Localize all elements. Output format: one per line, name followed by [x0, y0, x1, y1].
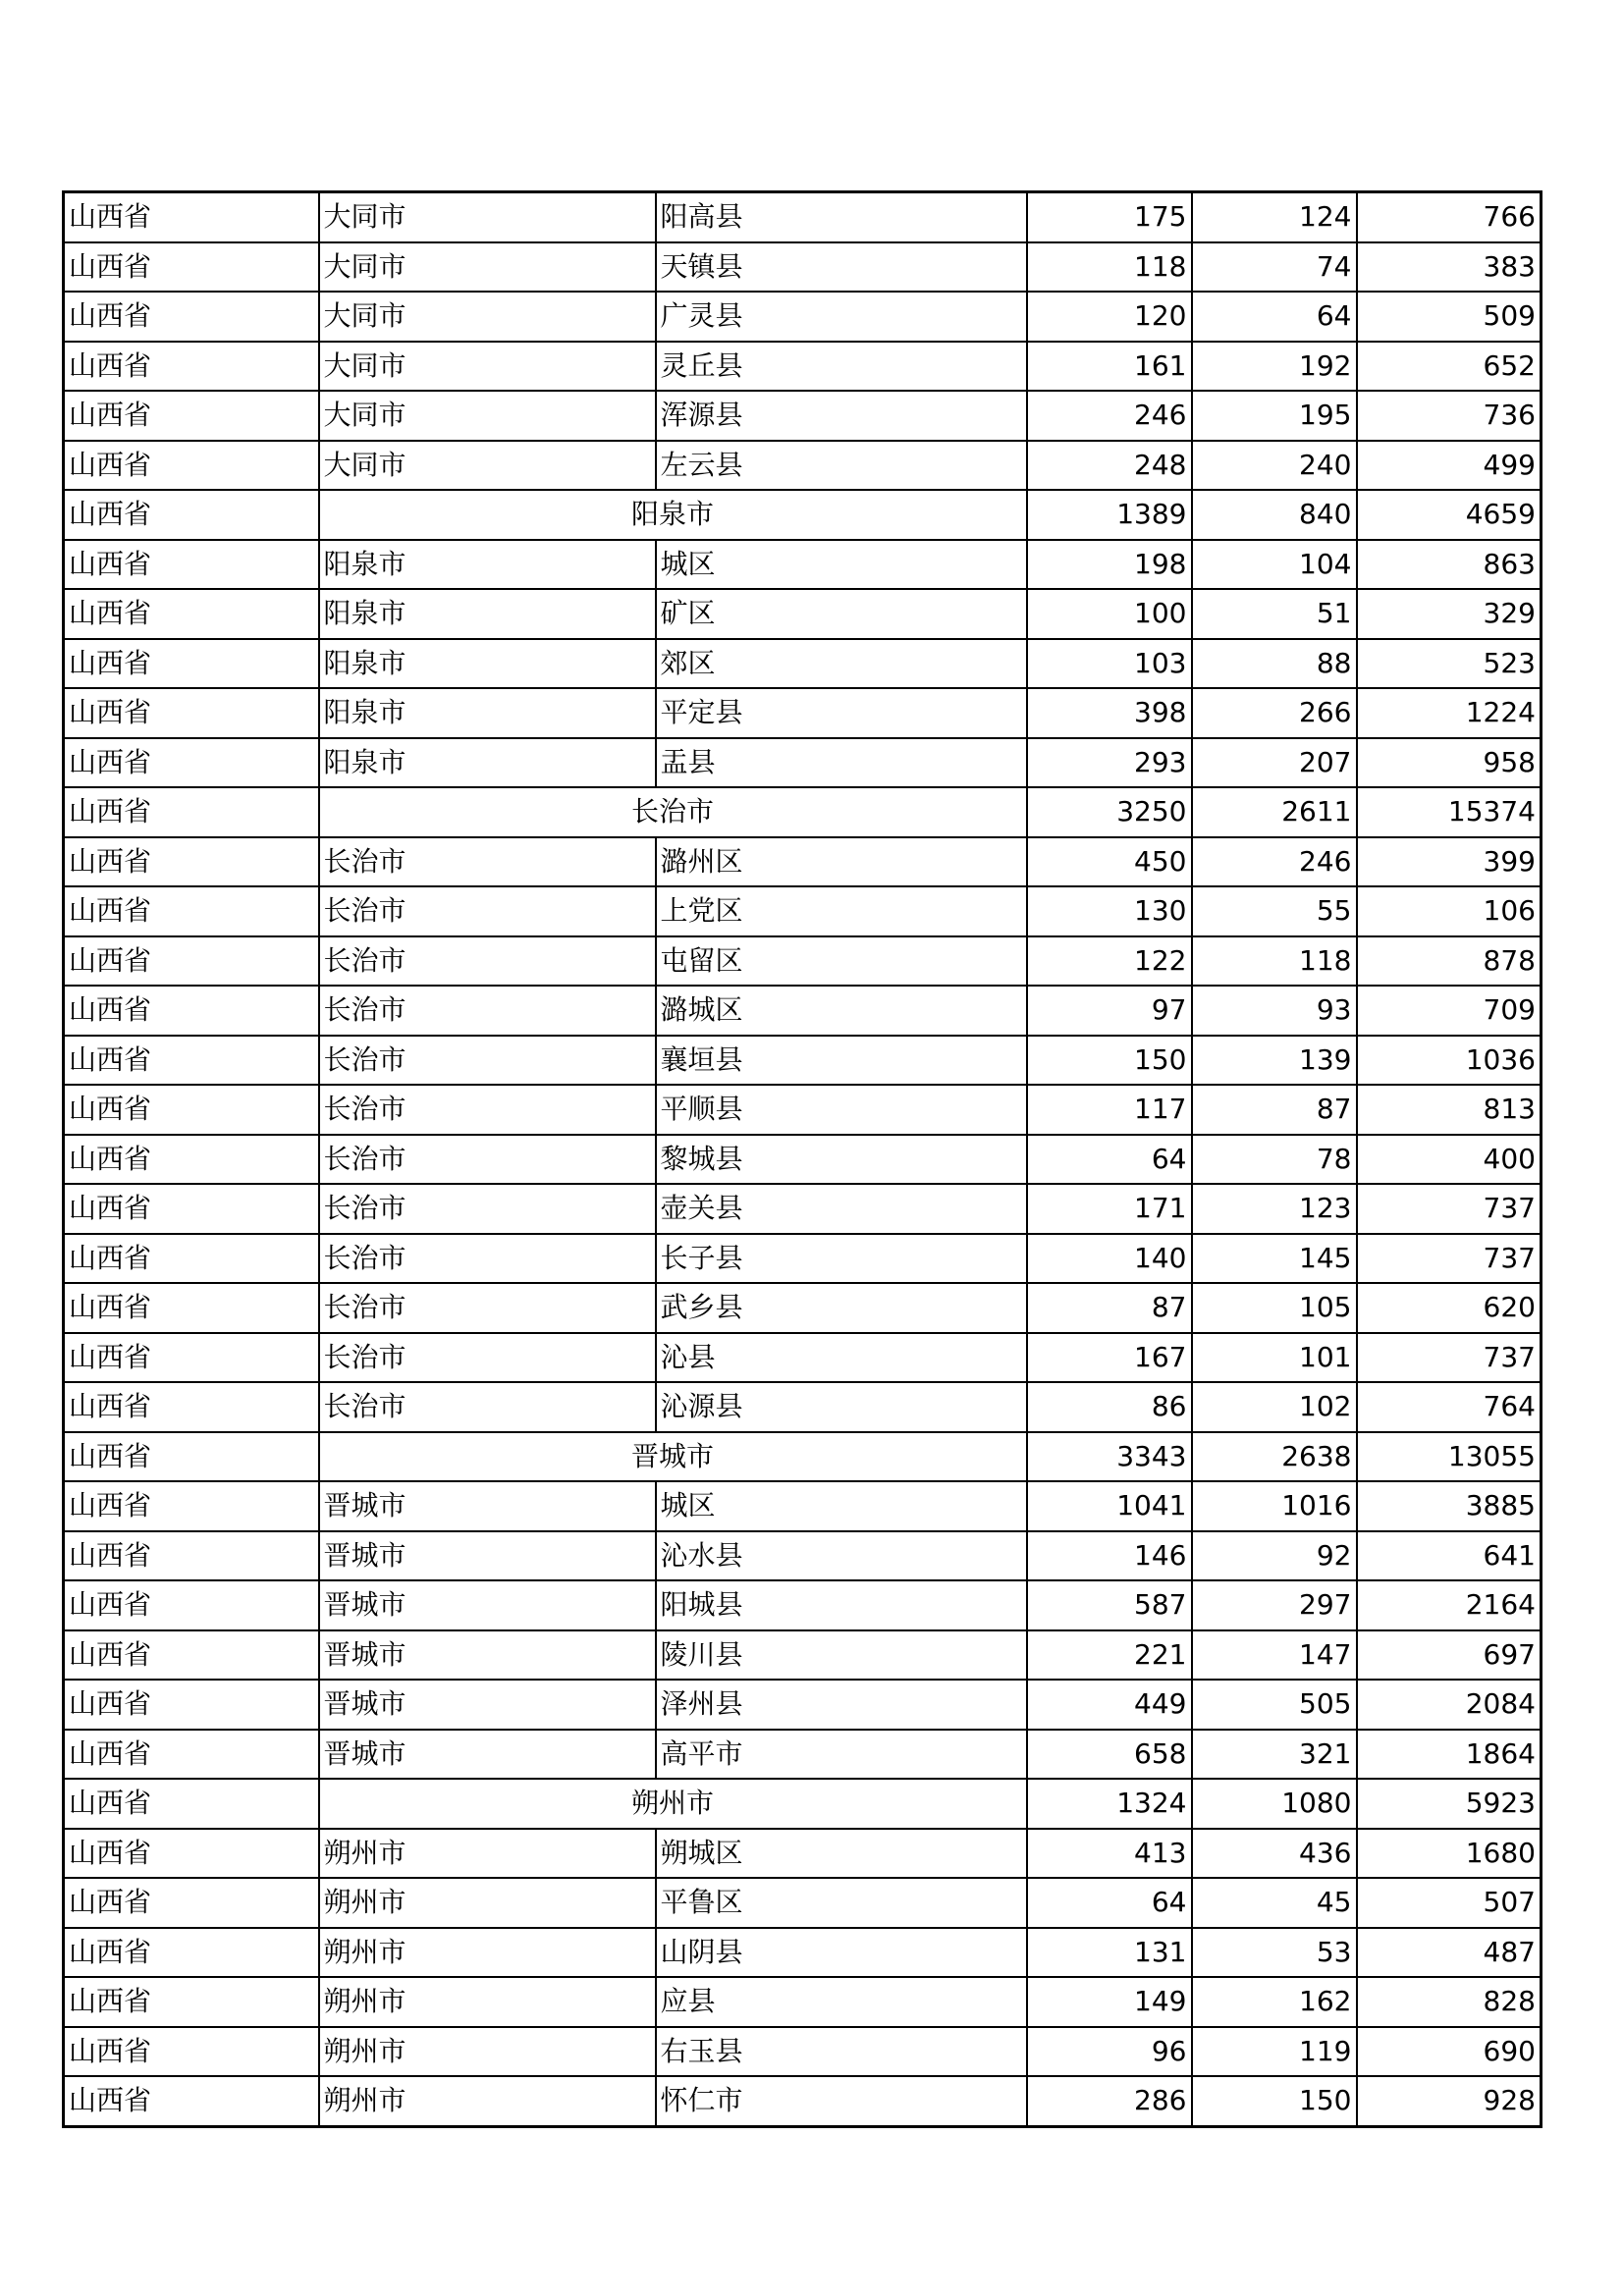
province-cell: 山西省 — [64, 886, 319, 936]
value-3-cell: 737 — [1357, 1234, 1542, 1284]
value-2-cell: 118 — [1192, 936, 1357, 987]
province-cell: 山西省 — [64, 1878, 319, 1928]
value-2-cell: 51 — [1192, 589, 1357, 639]
city-cell: 长治市 — [319, 1184, 656, 1234]
value-2-cell: 93 — [1192, 986, 1357, 1036]
province-cell: 山西省 — [64, 1580, 319, 1630]
value-3-cell: 400 — [1357, 1135, 1542, 1185]
city-cell: 晋城市 — [319, 1630, 656, 1681]
value-1-cell: 167 — [1027, 1333, 1192, 1383]
value-2-cell: 92 — [1192, 1531, 1357, 1581]
value-1-cell: 175 — [1027, 192, 1192, 242]
table-row — [64, 1928, 1542, 1978]
value-3-cell: 13055 — [1357, 1432, 1542, 1482]
city-cell: 大同市 — [319, 391, 656, 441]
city-cell: 长治市 — [319, 1085, 656, 1135]
county-cell: 城区 — [656, 540, 1027, 590]
value-2-cell: 195 — [1192, 391, 1357, 441]
value-3-cell: 641 — [1357, 1531, 1542, 1581]
county-cell: 平鲁区 — [656, 1878, 1027, 1928]
value-1-cell: 658 — [1027, 1730, 1192, 1780]
table-body — [64, 192, 1542, 2127]
table-row — [64, 837, 1542, 887]
province-cell: 山西省 — [64, 986, 319, 1036]
city-cell: 长治市 — [319, 1234, 656, 1284]
value-3-cell: 697 — [1357, 1630, 1542, 1681]
value-2-cell: 162 — [1192, 1977, 1357, 2027]
value-2-cell: 55 — [1192, 886, 1357, 936]
value-1-cell: 171 — [1027, 1184, 1192, 1234]
county-cell: 平定县 — [656, 688, 1027, 738]
value-1-cell: 198 — [1027, 540, 1192, 590]
value-2-cell: 505 — [1192, 1680, 1357, 1730]
value-2-cell: 64 — [1192, 292, 1357, 342]
value-3-cell: 690 — [1357, 2027, 1542, 2077]
value-3-cell: 764 — [1357, 1382, 1542, 1432]
value-3-cell: 2164 — [1357, 1580, 1542, 1630]
province-cell: 山西省 — [64, 1481, 319, 1531]
county-cell: 上党区 — [656, 886, 1027, 936]
table-row — [64, 1382, 1542, 1432]
value-2-cell: 87 — [1192, 1085, 1357, 1135]
city-cell: 大同市 — [319, 192, 656, 242]
value-1-cell: 221 — [1027, 1630, 1192, 1681]
value-3-cell: 2084 — [1357, 1680, 1542, 1730]
table-row — [64, 2076, 1542, 2126]
value-1-cell: 64 — [1027, 1878, 1192, 1928]
city-total-row — [64, 787, 1542, 837]
value-2-cell: 124 — [1192, 192, 1357, 242]
county-cell: 屯留区 — [656, 936, 1027, 987]
county-cell: 平顺县 — [656, 1085, 1027, 1135]
province-cell: 山西省 — [64, 1036, 319, 1086]
county-cell: 沁源县 — [656, 1382, 1027, 1432]
value-1-cell: 97 — [1027, 986, 1192, 1036]
value-2-cell: 105 — [1192, 1283, 1357, 1333]
county-cell: 浑源县 — [656, 391, 1027, 441]
value-1-cell: 86 — [1027, 1382, 1192, 1432]
value-1-cell: 146 — [1027, 1531, 1192, 1581]
table-row — [64, 1730, 1542, 1780]
table-row — [64, 1085, 1542, 1135]
value-2-cell: 139 — [1192, 1036, 1357, 1086]
city-total-cell: 晋城市 — [319, 1432, 1027, 1482]
value-2-cell: 2611 — [1192, 787, 1357, 837]
city-cell: 长治市 — [319, 1135, 656, 1185]
province-cell: 山西省 — [64, 787, 319, 837]
value-2-cell: 45 — [1192, 1878, 1357, 1928]
county-cell: 阳高县 — [656, 192, 1027, 242]
value-2-cell: 266 — [1192, 688, 1357, 738]
city-cell: 朔州市 — [319, 1928, 656, 1978]
county-cell: 左云县 — [656, 441, 1027, 491]
county-cell: 右玉县 — [656, 2027, 1027, 2077]
county-cell: 壶关县 — [656, 1184, 1027, 1234]
value-1-cell: 1389 — [1027, 490, 1192, 540]
province-cell: 山西省 — [64, 936, 319, 987]
table-row — [64, 1283, 1542, 1333]
table-row — [64, 1829, 1542, 1879]
table-row — [64, 986, 1542, 1036]
value-3-cell: 928 — [1357, 2076, 1542, 2126]
province-cell: 山西省 — [64, 1829, 319, 1879]
value-3-cell: 652 — [1357, 342, 1542, 392]
city-cell: 长治市 — [319, 1036, 656, 1086]
value-1-cell: 161 — [1027, 342, 1192, 392]
value-1-cell: 450 — [1027, 837, 1192, 887]
province-cell: 山西省 — [64, 2027, 319, 2077]
table-row — [64, 936, 1542, 987]
table-row — [64, 1977, 1542, 2027]
value-3-cell: 828 — [1357, 1977, 1542, 2027]
table-row — [64, 1630, 1542, 1681]
city-cell: 朔州市 — [319, 2027, 656, 2077]
value-1-cell: 120 — [1027, 292, 1192, 342]
county-cell: 长子县 — [656, 1234, 1027, 1284]
table-row — [64, 2027, 1542, 2077]
value-3-cell: 15374 — [1357, 787, 1542, 837]
city-cell: 朔州市 — [319, 2076, 656, 2126]
value-1-cell: 3250 — [1027, 787, 1192, 837]
table-row — [64, 391, 1542, 441]
value-3-cell: 709 — [1357, 986, 1542, 1036]
province-cell: 山西省 — [64, 1680, 319, 1730]
value-3-cell: 736 — [1357, 391, 1542, 441]
city-total-cell: 长治市 — [319, 787, 1027, 837]
county-cell: 盂县 — [656, 738, 1027, 788]
value-3-cell: 509 — [1357, 292, 1542, 342]
value-2-cell: 123 — [1192, 1184, 1357, 1234]
city-cell: 长治市 — [319, 1382, 656, 1432]
city-cell: 长治市 — [319, 986, 656, 1036]
province-cell: 山西省 — [64, 688, 319, 738]
data-table — [62, 190, 1542, 2128]
city-cell: 阳泉市 — [319, 639, 656, 689]
value-2-cell: 436 — [1192, 1829, 1357, 1879]
value-2-cell: 104 — [1192, 540, 1357, 590]
table-row — [64, 1878, 1542, 1928]
value-2-cell: 101 — [1192, 1333, 1357, 1383]
value-3-cell: 507 — [1357, 1878, 1542, 1928]
province-cell: 山西省 — [64, 192, 319, 242]
city-total-row — [64, 1779, 1542, 1829]
table-row — [64, 242, 1542, 293]
value-1-cell: 149 — [1027, 1977, 1192, 2027]
province-cell: 山西省 — [64, 342, 319, 392]
city-cell: 大同市 — [319, 242, 656, 293]
value-1-cell: 1324 — [1027, 1779, 1192, 1829]
city-total-row — [64, 1432, 1542, 1482]
value-3-cell: 1036 — [1357, 1036, 1542, 1086]
city-cell: 阳泉市 — [319, 589, 656, 639]
county-cell: 武乡县 — [656, 1283, 1027, 1333]
county-cell: 黎城县 — [656, 1135, 1027, 1185]
value-2-cell: 119 — [1192, 2027, 1357, 2077]
value-1-cell: 118 — [1027, 242, 1192, 293]
table-row — [64, 1135, 1542, 1185]
table-row — [64, 540, 1542, 590]
value-3-cell: 329 — [1357, 589, 1542, 639]
county-cell: 朔城区 — [656, 1829, 1027, 1879]
value-1-cell: 130 — [1027, 886, 1192, 936]
county-cell: 怀仁市 — [656, 2076, 1027, 2126]
county-cell: 沁县 — [656, 1333, 1027, 1383]
value-3-cell: 620 — [1357, 1283, 1542, 1333]
value-3-cell: 399 — [1357, 837, 1542, 887]
table-row — [64, 1481, 1542, 1531]
province-cell: 山西省 — [64, 1977, 319, 2027]
value-2-cell: 145 — [1192, 1234, 1357, 1284]
city-cell: 长治市 — [319, 936, 656, 987]
table-row — [64, 342, 1542, 392]
value-1-cell: 150 — [1027, 1036, 1192, 1086]
county-cell: 陵川县 — [656, 1630, 1027, 1681]
table-row — [64, 738, 1542, 788]
province-cell: 山西省 — [64, 1283, 319, 1333]
province-cell: 山西省 — [64, 292, 319, 342]
county-cell: 郊区 — [656, 639, 1027, 689]
value-1-cell: 246 — [1027, 391, 1192, 441]
county-cell: 山阴县 — [656, 1928, 1027, 1978]
value-1-cell: 293 — [1027, 738, 1192, 788]
value-2-cell: 246 — [1192, 837, 1357, 887]
value-1-cell: 1041 — [1027, 1481, 1192, 1531]
city-cell: 大同市 — [319, 342, 656, 392]
table-row — [64, 1680, 1542, 1730]
value-3-cell: 5923 — [1357, 1779, 1542, 1829]
table-row — [64, 688, 1542, 738]
value-3-cell: 383 — [1357, 242, 1542, 293]
city-cell: 大同市 — [319, 441, 656, 491]
value-3-cell: 878 — [1357, 936, 1542, 987]
value-3-cell: 523 — [1357, 639, 1542, 689]
value-1-cell: 103 — [1027, 639, 1192, 689]
value-1-cell: 449 — [1027, 1680, 1192, 1730]
value-3-cell: 1864 — [1357, 1730, 1542, 1780]
value-1-cell: 140 — [1027, 1234, 1192, 1284]
county-cell: 潞城区 — [656, 986, 1027, 1036]
value-1-cell: 100 — [1027, 589, 1192, 639]
value-3-cell: 487 — [1357, 1928, 1542, 1978]
value-1-cell: 131 — [1027, 1928, 1192, 1978]
province-cell: 山西省 — [64, 1085, 319, 1135]
province-cell: 山西省 — [64, 1531, 319, 1581]
city-cell: 晋城市 — [319, 1680, 656, 1730]
county-cell: 应县 — [656, 1977, 1027, 2027]
value-2-cell: 321 — [1192, 1730, 1357, 1780]
city-total-row — [64, 490, 1542, 540]
county-cell: 矿区 — [656, 589, 1027, 639]
province-cell: 山西省 — [64, 1779, 319, 1829]
table-row — [64, 1580, 1542, 1630]
value-1-cell: 122 — [1027, 936, 1192, 987]
province-cell: 山西省 — [64, 1730, 319, 1780]
value-1-cell: 3343 — [1027, 1432, 1192, 1482]
value-1-cell: 64 — [1027, 1135, 1192, 1185]
province-cell: 山西省 — [64, 639, 319, 689]
city-cell: 朔州市 — [319, 1829, 656, 1879]
table-row — [64, 886, 1542, 936]
province-cell: 山西省 — [64, 1382, 319, 1432]
value-1-cell: 286 — [1027, 2076, 1192, 2126]
county-cell: 高平市 — [656, 1730, 1027, 1780]
value-2-cell: 150 — [1192, 2076, 1357, 2126]
province-cell: 山西省 — [64, 1333, 319, 1383]
county-cell: 沁水县 — [656, 1531, 1027, 1581]
city-cell: 晋城市 — [319, 1531, 656, 1581]
value-2-cell: 147 — [1192, 1630, 1357, 1681]
value-1-cell: 87 — [1027, 1283, 1192, 1333]
county-cell: 天镇县 — [656, 242, 1027, 293]
value-3-cell: 958 — [1357, 738, 1542, 788]
value-2-cell: 840 — [1192, 490, 1357, 540]
value-3-cell: 737 — [1357, 1184, 1542, 1234]
value-2-cell: 102 — [1192, 1382, 1357, 1432]
value-3-cell: 863 — [1357, 540, 1542, 590]
city-cell: 朔州市 — [319, 1977, 656, 2027]
county-cell: 灵丘县 — [656, 342, 1027, 392]
value-1-cell: 398 — [1027, 688, 1192, 738]
county-cell: 襄垣县 — [656, 1036, 1027, 1086]
city-cell: 长治市 — [319, 837, 656, 887]
table-row — [64, 589, 1542, 639]
value-2-cell: 1080 — [1192, 1779, 1357, 1829]
value-1-cell: 117 — [1027, 1085, 1192, 1135]
table-row — [64, 1184, 1542, 1234]
value-2-cell: 240 — [1192, 441, 1357, 491]
value-3-cell: 499 — [1357, 441, 1542, 491]
city-cell: 阳泉市 — [319, 540, 656, 590]
county-cell: 泽州县 — [656, 1680, 1027, 1730]
county-cell: 阳城县 — [656, 1580, 1027, 1630]
province-cell: 山西省 — [64, 1928, 319, 1978]
value-3-cell: 3885 — [1357, 1481, 1542, 1531]
value-3-cell: 813 — [1357, 1085, 1542, 1135]
table-row — [64, 1234, 1542, 1284]
value-2-cell: 78 — [1192, 1135, 1357, 1185]
value-2-cell: 2638 — [1192, 1432, 1357, 1482]
value-2-cell: 207 — [1192, 738, 1357, 788]
table-row — [64, 192, 1542, 242]
city-cell: 晋城市 — [319, 1580, 656, 1630]
value-1-cell: 413 — [1027, 1829, 1192, 1879]
province-cell: 山西省 — [64, 1135, 319, 1185]
city-total-cell: 阳泉市 — [319, 490, 1027, 540]
value-1-cell: 96 — [1027, 2027, 1192, 2077]
value-2-cell: 53 — [1192, 1928, 1357, 1978]
province-cell: 山西省 — [64, 242, 319, 293]
province-cell: 山西省 — [64, 540, 319, 590]
city-cell: 大同市 — [319, 292, 656, 342]
table-row — [64, 1531, 1542, 1581]
county-cell: 潞州区 — [656, 837, 1027, 887]
city-cell: 长治市 — [319, 1333, 656, 1383]
province-cell: 山西省 — [64, 837, 319, 887]
value-3-cell: 1224 — [1357, 688, 1542, 738]
city-cell: 长治市 — [319, 886, 656, 936]
city-cell: 长治市 — [319, 1283, 656, 1333]
city-cell: 阳泉市 — [319, 688, 656, 738]
city-cell: 晋城市 — [319, 1481, 656, 1531]
province-cell: 山西省 — [64, 1630, 319, 1681]
city-cell: 朔州市 — [319, 1878, 656, 1928]
table-row — [64, 1036, 1542, 1086]
value-2-cell: 1016 — [1192, 1481, 1357, 1531]
table-row — [64, 441, 1542, 491]
value-3-cell: 737 — [1357, 1333, 1542, 1383]
value-1-cell: 587 — [1027, 1580, 1192, 1630]
province-cell: 山西省 — [64, 1234, 319, 1284]
province-cell: 山西省 — [64, 1184, 319, 1234]
province-cell: 山西省 — [64, 589, 319, 639]
value-3-cell: 766 — [1357, 192, 1542, 242]
table-row — [64, 639, 1542, 689]
county-cell: 广灵县 — [656, 292, 1027, 342]
province-cell: 山西省 — [64, 2076, 319, 2126]
city-cell: 阳泉市 — [319, 738, 656, 788]
table-row — [64, 292, 1542, 342]
county-cell: 城区 — [656, 1481, 1027, 1531]
province-cell: 山西省 — [64, 391, 319, 441]
table-row — [64, 1333, 1542, 1383]
value-3-cell: 106 — [1357, 886, 1542, 936]
value-2-cell: 297 — [1192, 1580, 1357, 1630]
city-cell: 晋城市 — [319, 1730, 656, 1780]
province-cell: 山西省 — [64, 441, 319, 491]
city-total-cell: 朔州市 — [319, 1779, 1027, 1829]
value-2-cell: 74 — [1192, 242, 1357, 293]
province-cell: 山西省 — [64, 1432, 319, 1482]
value-3-cell: 1680 — [1357, 1829, 1542, 1879]
value-2-cell: 192 — [1192, 342, 1357, 392]
value-2-cell: 88 — [1192, 639, 1357, 689]
value-3-cell: 4659 — [1357, 490, 1542, 540]
province-cell: 山西省 — [64, 738, 319, 788]
value-1-cell: 248 — [1027, 441, 1192, 491]
province-cell: 山西省 — [64, 490, 319, 540]
